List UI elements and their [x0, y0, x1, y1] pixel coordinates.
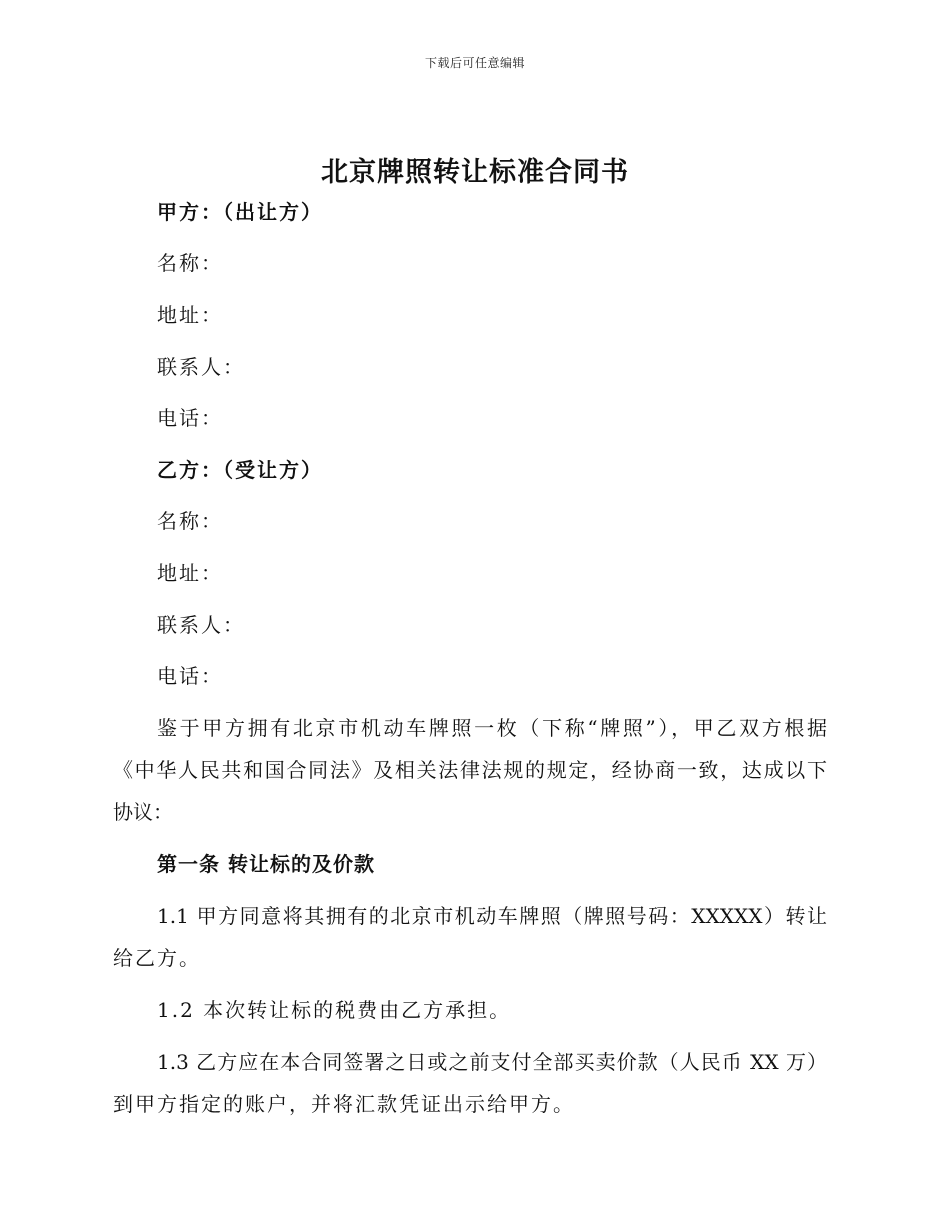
party-b-contact-field: 联系人： [157, 613, 245, 637]
party-b-heading: 乙方：（受让方） [157, 458, 323, 482]
party-a-address-field: 地址： [157, 303, 223, 327]
clause-1-3-line-2: 到甲方指定的账户，并将汇款凭证出示给甲方。 [113, 1092, 575, 1116]
clause-1-2: 1.2 本次转让标的税费由乙方承担。 [157, 998, 512, 1022]
party-a-contact-field: 联系人： [157, 355, 245, 379]
clause-1-3-line-1: 1.3 乙方应在本合同签署之日或之前支付全部买卖价款（人民币 XX 万） [157, 1050, 827, 1074]
party-a-heading: 甲方：（出让方） [157, 200, 323, 224]
document-title: 北京牌照转让标准合同书 [321, 157, 629, 188]
preamble-line-3: 协议： [113, 800, 173, 824]
page-header: 下载后可任意编辑 [424, 56, 525, 70]
article-1-heading: 第一条 转让标的及价款 [157, 852, 375, 876]
clause-1-1-line-2: 给乙方。 [113, 946, 201, 970]
party-b-phone-field: 电话： [157, 664, 223, 688]
preamble-line-1: 鉴于甲方拥有北京市机动车牌照一枚（下称“牌照”），甲乙双方根据 [157, 716, 827, 740]
party-b-name-field: 名称： [157, 509, 223, 533]
party-a-name-field: 名称： [157, 251, 223, 275]
preamble-line-2: 《中华人民共和国合同法》及相关法律法规的规定，经协商一致，达成以下 [113, 758, 827, 782]
party-a-phone-field: 电话： [157, 406, 223, 430]
clause-1-1-line-1: 1.1 甲方同意将其拥有的北京市机动车牌照（牌照号码：XXXXX）转让 [157, 904, 827, 928]
party-b-address-field: 地址： [157, 561, 223, 585]
